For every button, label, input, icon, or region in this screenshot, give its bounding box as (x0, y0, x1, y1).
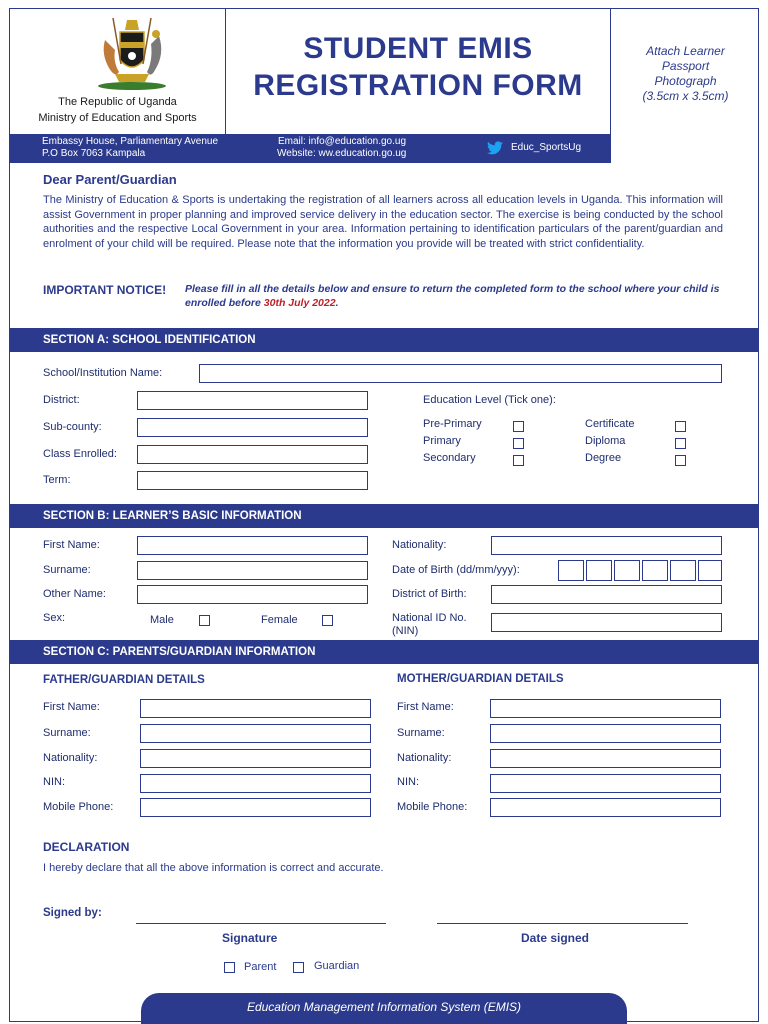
notice-label: IMPORTANT NOTICE! (43, 283, 167, 297)
male-checkbox[interactable] (199, 615, 210, 626)
date-signed-line[interactable] (437, 923, 688, 924)
greeting: Dear Parent/Guardian (43, 172, 177, 187)
father-field-label: Mobile Phone: (43, 801, 114, 813)
email-link[interactable]: Email: info@education.go.ug (278, 136, 407, 147)
level-label: Secondary (423, 452, 476, 464)
level-label: Primary (423, 435, 461, 447)
mother-nationality-input[interactable] (490, 749, 721, 768)
father-field-label: Surname: (43, 727, 91, 739)
parent-checkbox[interactable] (224, 962, 235, 973)
edu-level-label: Education Level (Tick one): (423, 394, 556, 406)
mother-field-label: Mobile Phone: (397, 801, 468, 813)
page-title-line1: STUDENT EMIS (303, 32, 533, 65)
signed-by-label: Signed by: (43, 907, 102, 919)
dob-cell[interactable] (558, 560, 584, 581)
photo-instructions (611, 44, 760, 104)
date-signed-caption: Date signed (521, 931, 590, 945)
ministry-text: Ministry of Education and Sports (38, 112, 197, 124)
nin-label-sub: (NIN) (392, 625, 419, 637)
district-birth-label: District of Birth: (392, 588, 467, 600)
mother-field-label: First Name: (397, 701, 454, 713)
class-label: Class Enrolled: (43, 448, 117, 460)
degree-checkbox[interactable] (675, 455, 686, 466)
certificate-checkbox[interactable] (675, 421, 686, 432)
address-line1: Embassy House, Parliamentary Avenue (42, 136, 219, 147)
signature-caption: Signature (222, 931, 278, 945)
level-label: Diploma (585, 435, 626, 447)
secondary-checkbox[interactable] (513, 455, 524, 466)
level-label: Pre-Primary (423, 418, 482, 430)
learner-first-name-input[interactable] (137, 536, 368, 555)
first-name-label: First Name: (43, 539, 100, 551)
learner-surname-input[interactable] (137, 561, 368, 580)
mother-first-name-input[interactable] (490, 699, 721, 718)
photo-box[interactable] (610, 8, 759, 163)
father-nin-input[interactable] (140, 774, 371, 793)
father-field-label: NIN: (43, 776, 65, 788)
twitter-handle[interactable]: Educ_SportsUg (511, 142, 582, 153)
notice-text (185, 282, 733, 310)
sex-label: Sex: (43, 612, 66, 624)
dob-cell[interactable] (586, 560, 612, 581)
dob-cell[interactable] (642, 560, 668, 581)
photo-line: Photograph (654, 74, 717, 88)
photo-line: Passport (661, 59, 710, 73)
father-details-heading: FATHER/GUARDIAN DETAILS (43, 674, 205, 686)
class-input[interactable] (137, 445, 368, 464)
page-title-line2: REGISTRATION FORM (253, 69, 583, 102)
father-field-label: Nationality: (43, 752, 98, 764)
mother-field-label: Nationality: (397, 752, 452, 764)
photo-line: Attach Learner (646, 44, 725, 58)
declaration-text: I hereby declare that all the above information is correct and accurate. (43, 862, 384, 874)
learner-other-name-input[interactable] (137, 585, 368, 604)
female-label: Female (261, 614, 298, 626)
signature-line[interactable] (136, 923, 386, 924)
footer-banner: Education Management Information System (EMIS) (141, 993, 627, 1024)
district-input[interactable] (137, 391, 368, 410)
district-birth-input[interactable] (491, 585, 722, 604)
website-link[interactable]: Website: ww.education.go.ug (277, 148, 407, 159)
guardian-label: Guardian (314, 960, 360, 972)
mother-nin-input[interactable] (490, 774, 721, 793)
deadline-date: 30th July 2022 (263, 297, 336, 309)
notice-period: . (335, 297, 339, 309)
pre-primary-checkbox[interactable] (513, 421, 524, 432)
mother-details-heading: MOTHER/GUARDIAN DETAILS (397, 673, 564, 685)
dob-cell[interactable] (698, 560, 722, 581)
intro-paragraph: The Ministry of Education & Sports is undertaking the registration of all learners across all education levels in Uganda. This information will assist Government in proper planning and improved service delivery in the education sector. The exercise is being conducted by the school authorities and the respective Local Government in your area. Information pertaining to identification particulars of the parent/guardian and enrolment of your child will be required. Please note that the information you provide will be treated with strict confidentiality. (43, 194, 723, 250)
section-c-header: SECTION C: PARENTS/GUARDIAN INFORMATION (9, 640, 759, 664)
father-nationality-input[interactable] (140, 749, 371, 768)
subcounty-label: Sub-county: (43, 421, 102, 433)
dob-cell[interactable] (670, 560, 696, 581)
mother-field-label: Surname: (397, 727, 445, 739)
term-label: Term: (43, 474, 71, 486)
nationality-label: Nationality: (392, 539, 447, 551)
republic-text: The Republic of Uganda (58, 96, 177, 108)
nin-label: National ID No. (392, 612, 467, 624)
mother-field-label: NIN: (397, 776, 419, 788)
term-input[interactable] (137, 471, 368, 490)
section-b-header: SECTION B: LEARNER’S BASIC INFORMATION (9, 504, 759, 528)
mother-surname-input[interactable] (490, 724, 721, 743)
guardian-checkbox[interactable] (293, 962, 304, 973)
father-field-label: First Name: (43, 701, 100, 713)
surname-label: Surname: (43, 564, 91, 576)
school-name-label: School/Institution Name: (43, 367, 163, 379)
school-name-input[interactable] (199, 364, 722, 383)
nin-input[interactable] (491, 613, 722, 632)
level-label: Certificate (585, 418, 635, 430)
level-label: Degree (585, 452, 622, 464)
dob-label: Date of Birth (dd/mm/yyy): (392, 564, 520, 576)
learner-nationality-input[interactable] (491, 536, 722, 555)
address-line2: P.O Box 7063 Kampala (42, 148, 146, 159)
dob-cell[interactable] (614, 560, 640, 581)
section-a-header: SECTION A: SCHOOL IDENTIFICATION (9, 328, 759, 352)
female-checkbox[interactable] (322, 615, 333, 626)
father-first-name-input[interactable] (140, 699, 371, 718)
subcounty-input[interactable] (137, 418, 368, 437)
father-surname-input[interactable] (140, 724, 371, 743)
primary-checkbox[interactable] (513, 438, 524, 449)
title-box (226, 8, 610, 134)
contact-banner (9, 134, 610, 163)
father-phone-input[interactable] (140, 798, 371, 817)
twitter-icon[interactable] (487, 141, 503, 155)
coat-of-arms-icon (93, 12, 171, 92)
logo-box (9, 8, 226, 134)
notice-body: Please fill in all the details below and ensure to return the completed form to the school where your child is enrolled before (185, 283, 720, 309)
photo-line: (3.5cm x 3.5cm) (642, 89, 729, 103)
other-name-label: Other Name: (43, 588, 106, 600)
parent-label: Parent (244, 961, 277, 973)
declaration-heading: DECLARATION (43, 840, 130, 854)
mother-phone-input[interactable] (490, 798, 721, 817)
district-label: District: (43, 394, 80, 406)
male-label: Male (150, 614, 174, 626)
diploma-checkbox[interactable] (675, 438, 686, 449)
